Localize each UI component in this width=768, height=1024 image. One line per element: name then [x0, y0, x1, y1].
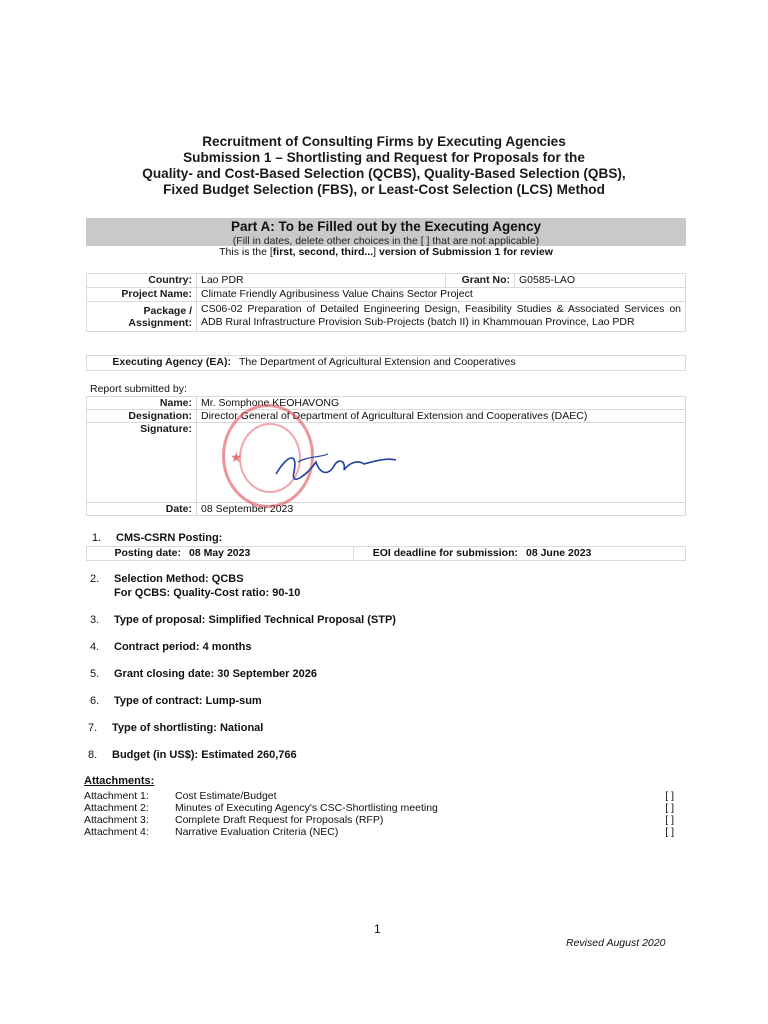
item-4 — [90, 641, 252, 653]
page-number: 1 — [374, 922, 381, 936]
item-2-sub: For QCBS: Quality-Cost ratio: 90-10 — [114, 587, 301, 599]
attachment-text: Complete Draft Request for Proposals (RFP) — [175, 814, 384, 826]
version-options: first, second, third... — [272, 246, 374, 258]
grant-label: Grant No: — [446, 274, 515, 288]
item-1 — [92, 532, 222, 544]
attachment-label: Attachment 3: — [84, 814, 149, 826]
posting-date-value: 08 May 2023 — [185, 547, 354, 561]
item-4-number: 4. — [90, 641, 100, 653]
posting-table — [86, 546, 686, 561]
attachments-heading: Attachments: — [84, 775, 155, 787]
item-5-text: Grant closing date: 30 September 2026 — [114, 668, 317, 680]
attachment-row — [84, 802, 674, 814]
item-6-number: 6. — [90, 695, 100, 707]
revised-note: Revised August 2020 — [566, 937, 666, 949]
project-name-value: Climate Friendly Agribusiness Value Chains Sector Project — [197, 288, 686, 302]
executing-agency-table — [86, 355, 686, 371]
eoi-deadline-value: 08 June 2023 — [522, 547, 686, 561]
item-8-text: Budget (in US$): Estimated 260,766 — [112, 749, 297, 761]
name-value: Mr. Somphone KEOHAVONG — [197, 397, 686, 410]
executing-agency-label: Executing Agency (EA): — [87, 356, 236, 371]
eoi-deadline-label: EOI deadline for submission: — [354, 547, 523, 561]
item-5-number: 5. — [90, 668, 100, 680]
item-8-number: 8. — [88, 749, 98, 761]
title-line-2: Submission 1 – Shortlisting and Request for Proposals for the — [183, 150, 585, 165]
title-line-3: Quality- and Cost-Based Selection (QCBS), Quality-Based Selection (QBS), — [142, 166, 626, 181]
item-2-text: Selection Method: QCBS — [114, 573, 244, 585]
project-name-label: Project Name: — [87, 288, 197, 302]
package-label-line2: Assignment: — [128, 316, 192, 329]
version-prefix: This is the [ — [219, 246, 273, 258]
version-bracket: ] — [373, 246, 377, 258]
attachment-checkbox[interactable]: [ ] — [665, 814, 674, 826]
item-3-text: Type of proposal: Simplified Technical Proposal (STP) — [114, 614, 396, 626]
grant-value: G0585-LAO — [515, 274, 686, 288]
attachment-label: Attachment 2: — [84, 802, 149, 814]
attachment-row — [84, 826, 674, 838]
item-7-number: 7. — [88, 722, 98, 734]
attachment-row — [84, 790, 674, 802]
handwritten-signature — [268, 444, 400, 494]
item-1-number: 1. — [92, 532, 102, 544]
attachments-list — [84, 790, 674, 838]
attachment-checkbox[interactable]: [ ] — [665, 802, 674, 814]
item-1-title: CMS-CSRN Posting: — [116, 532, 223, 544]
item-4-text: Contract period: 4 months — [114, 641, 252, 653]
part-a-title: Part A: To be Filled out by the Executing Agency — [230, 219, 542, 234]
item-5 — [90, 668, 317, 680]
date-label: Date: — [87, 503, 197, 516]
designation-value: Director General of Department of Agricultural Extension and Cooperatives (DAEC) — [197, 410, 686, 423]
item-6 — [90, 695, 262, 707]
attachment-text: Minutes of Executing Agency's CSC-Shortlisting meeting — [175, 802, 438, 814]
item-2-number: 2. — [90, 573, 100, 585]
item-6-text: Type of contract: Lump-sum — [114, 695, 262, 707]
project-info-table — [86, 273, 686, 332]
attachment-text: Cost Estimate/Budget — [175, 790, 277, 802]
part-a-version-line — [86, 246, 686, 258]
designation-label: Designation: — [87, 410, 197, 423]
report-submitted-by-label: Report submitted by: — [90, 383, 187, 395]
item-7 — [88, 722, 263, 734]
signature-label: Signature: — [87, 423, 197, 503]
name-label: Name: — [87, 397, 197, 410]
country-value: Lao PDR — [197, 274, 446, 288]
attachment-row — [84, 814, 674, 826]
title-line-1: Recruitment of Consulting Firms by Executing Agencies — [202, 134, 566, 149]
item-3-number: 3. — [90, 614, 100, 626]
attachment-checkbox[interactable]: [ ] — [665, 790, 674, 802]
attachment-label: Attachment 4: — [84, 826, 149, 838]
version-suffix: version of Submission 1 for review — [376, 246, 553, 258]
attachment-text: Narrative Evaluation Criteria (NEC) — [175, 826, 339, 838]
package-label-line1: Package / — [143, 304, 192, 317]
attachment-checkbox[interactable]: [ ] — [665, 826, 674, 838]
title-line-4: Fixed Budget Selection (FBS), or Least-Cost Selection (LCS) Method — [163, 182, 605, 197]
package-value: CS06-02 Preparation of Detailed Engineering Design, Feasibility Studies & Associated Services on ADB Rural Infrastructure Provision Sub-Projects (batch II) in Khammouan Province, Lao PDR — [197, 302, 686, 332]
part-a-instructions: (Fill in dates, delete other choices in the [ ] that are not applicable) — [232, 235, 540, 247]
attachment-label: Attachment 1: — [84, 790, 149, 802]
item-8 — [88, 749, 297, 761]
country-label: Country: — [87, 274, 197, 288]
package-label — [87, 302, 197, 332]
item-7-text: Type of shortlisting: National — [112, 722, 264, 734]
document-title — [0, 134, 768, 198]
stamp-star-icon: ★ — [230, 449, 243, 465]
item-2 — [90, 573, 244, 585]
posting-date-label: Posting date: — [87, 547, 186, 561]
executing-agency-value: The Department of Agricultural Extension and Cooperatives — [235, 356, 686, 371]
item-3 — [90, 614, 396, 626]
date-value: 08 September 2023 — [197, 503, 686, 516]
